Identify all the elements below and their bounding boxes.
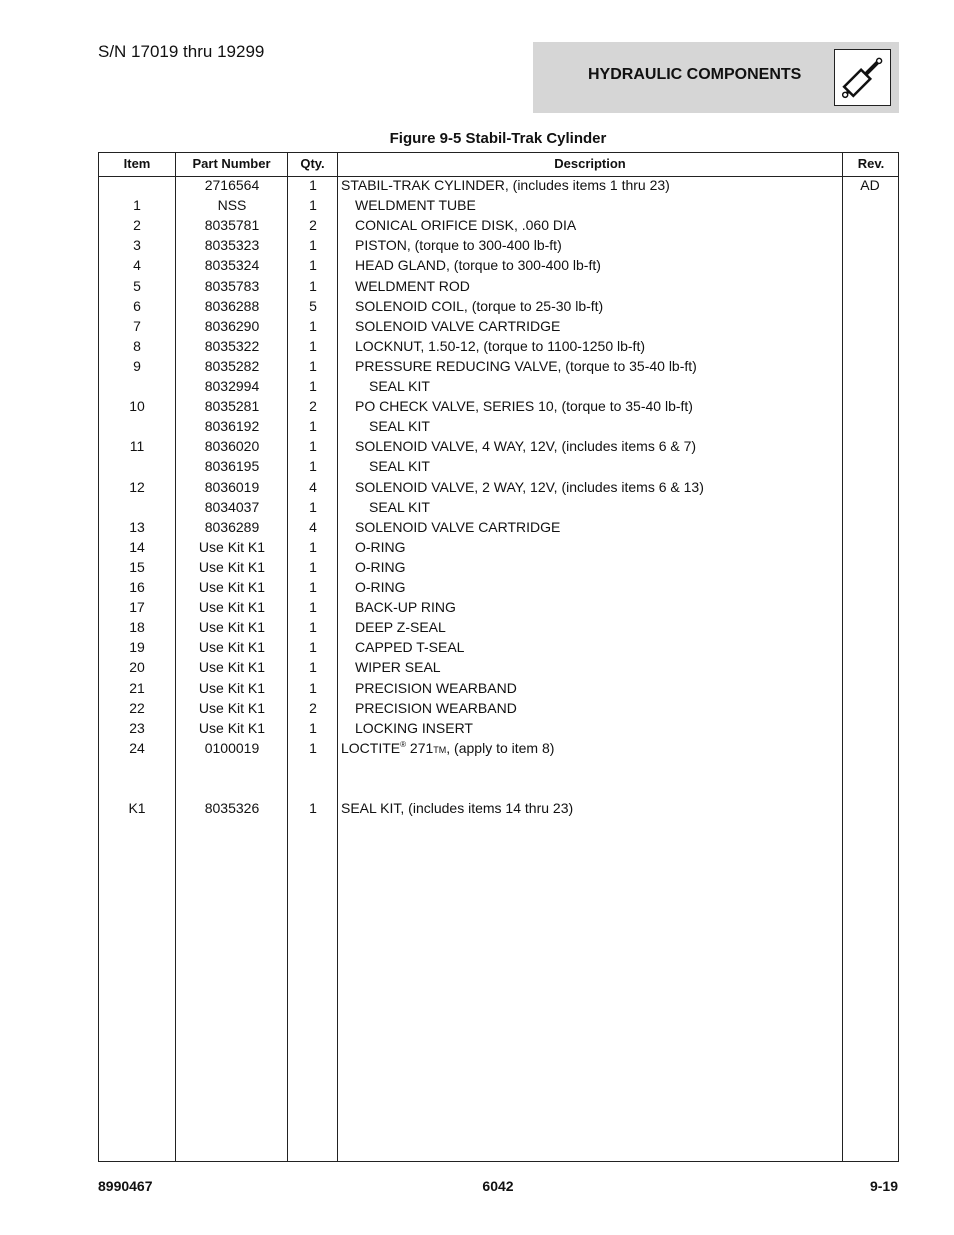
qty-cell: 1 [309, 579, 317, 595]
part-number-cell: Use Kit K1 [198, 639, 266, 656]
qty-cell: 1 [309, 357, 317, 374]
qty-cell: 1 [309, 679, 317, 696]
qty-cell: 1 [309, 317, 317, 334]
part-number-cell: 8035783 [204, 277, 260, 294]
table-row [99, 557, 898, 577]
column-header-rev: Rev. [857, 156, 885, 171]
part-number-cell: NSS [217, 197, 247, 214]
item-cell: 19 [129, 639, 145, 656]
description-cell: WIPER SEAL [355, 659, 441, 676]
description-cell: PRECISION WEARBAND [355, 699, 517, 716]
registered-mark: ® [400, 739, 407, 749]
part-number-cell: 8035322 [204, 337, 260, 354]
item-cell: 7 [133, 317, 141, 334]
table-row [99, 255, 898, 275]
description-cell: CAPPED T-SEAL [355, 639, 465, 656]
rev-cell: AD [860, 177, 880, 193]
description-cell: LOCKNUT, 1.50-12, (torque to 1100-1250 lb-ft) [355, 337, 646, 354]
qty-cell: 1 [309, 418, 317, 435]
item-cell: 16 [129, 579, 145, 595]
qty-cell: 1 [309, 739, 317, 756]
part-number-cell: 0100019 [204, 739, 260, 756]
description-cell: SOLENOID VALVE, 4 WAY, 12V, (includes items 6 & 7) [355, 438, 697, 455]
table-row [99, 195, 898, 215]
description-cell: PO CHECK VALVE, SERIES 10, (torque to 35-40 lb-ft) [355, 398, 693, 415]
part-number-cell: 8036290 [204, 317, 260, 334]
table-row [99, 396, 898, 416]
footer-page-number: 9-19 [869, 1178, 898, 1194]
item-cell: 15 [129, 558, 145, 575]
qty-cell: 4 [309, 518, 317, 535]
description-cell: O-RING [355, 579, 406, 595]
table-row [99, 416, 898, 436]
table-row [99, 376, 898, 396]
table-row [99, 537, 898, 557]
table-row [99, 657, 898, 677]
qty-cell: 1 [309, 257, 317, 274]
description-cell: SEAL KIT [369, 498, 430, 515]
table-row [99, 356, 898, 376]
part-number-cell: Use Kit K1 [198, 558, 266, 575]
part-number-cell: 8032994 [204, 378, 260, 394]
part-number-cell: 8036020 [204, 438, 260, 455]
part-number-cell: 8035326 [204, 800, 260, 817]
part-number-cell: Use Kit K1 [198, 659, 266, 676]
item-cell: 8 [133, 337, 141, 354]
column-header-item: Item [123, 156, 151, 171]
item-cell: 23 [129, 719, 145, 736]
table-row [99, 296, 898, 316]
description-cell: SEAL KIT [369, 458, 430, 475]
part-number-cell: 8035281 [204, 398, 260, 415]
item-cell: 10 [129, 398, 145, 415]
table-row [99, 678, 898, 698]
qty-cell: 1 [309, 237, 317, 254]
qty-cell: 1 [309, 800, 317, 817]
part-number-cell: Use Kit K1 [198, 538, 266, 555]
item-cell: 21 [129, 679, 145, 696]
description-cell: PRESSURE REDUCING VALVE, (torque to 35-40 lb-ft) [355, 357, 697, 374]
qty-cell: 1 [309, 438, 317, 455]
part-number-cell: Use Kit K1 [198, 599, 266, 616]
column-header-part-number: Part Number [192, 156, 271, 171]
description-cell: LOCKING INSERT [355, 719, 473, 736]
serial-number-range: S/N 17019 thru 19299 [98, 42, 265, 61]
footer-model: 6042 [482, 1178, 514, 1194]
description-cell: WELDMENT TUBE [355, 197, 476, 214]
part-number-cell: 8036019 [204, 478, 260, 495]
figure-title: Figure 9-5 Stabil-Trak Cylinder [389, 130, 607, 147]
description-cell: SOLENOID VALVE CARTRIDGE [355, 518, 561, 535]
description-cell [341, 738, 841, 760]
table-row [99, 235, 898, 255]
part-number-cell: 8035282 [204, 357, 260, 374]
column-header-description: Description [554, 156, 626, 171]
table-row [99, 738, 898, 758]
item-cell: K1 [128, 800, 146, 817]
description-cell: O-RING [355, 558, 406, 575]
item-cell: 14 [129, 538, 145, 555]
table-row [99, 336, 898, 356]
hydraulic-cylinder-icon [834, 49, 891, 106]
qty-cell: 1 [309, 659, 317, 676]
part-number-cell: 8035324 [204, 257, 260, 274]
section-title: HYDRAULIC COMPONENTS [588, 66, 802, 83]
item-cell: 20 [129, 659, 145, 676]
product-name: LOCTITE [341, 739, 401, 756]
table-row [99, 517, 898, 537]
description-cell: SEAL KIT [369, 418, 430, 435]
qty-cell: 1 [309, 719, 317, 736]
parts-table [98, 152, 899, 1162]
part-number-cell: Use Kit K1 [198, 719, 266, 736]
part-number-cell: 8034037 [204, 498, 260, 515]
description-cell: PISTON, (torque to 300-400 lb-ft) [355, 237, 562, 254]
qty-cell: 1 [309, 337, 317, 354]
table-row [99, 436, 898, 456]
qty-cell: 1 [309, 639, 317, 656]
qty-cell: 1 [309, 538, 317, 555]
description-cell: SEAL KIT [369, 378, 430, 394]
item-cell: 18 [129, 619, 145, 636]
item-cell: 13 [129, 518, 145, 535]
item-cell: 17 [129, 599, 145, 616]
part-number-cell: 8036195 [204, 458, 260, 475]
qty-cell: 4 [309, 478, 317, 495]
trademark-mark: TM [433, 744, 447, 755]
qty-cell: 2 [309, 699, 317, 716]
description-cell: SOLENOID COIL, (torque to 25-30 lb-ft) [355, 297, 604, 314]
description-cell: DEEP Z-SEAL [355, 619, 446, 636]
item-cell: 24 [129, 739, 145, 756]
item-cell: 2 [133, 217, 141, 234]
table-row [99, 698, 898, 718]
qty-cell: 1 [309, 177, 317, 193]
table-row [99, 617, 898, 637]
description-cell: STABIL-TRAK CYLINDER, (includes items 1 thru 23) [341, 177, 670, 193]
table-row [99, 175, 898, 195]
part-number-cell: 8035781 [204, 217, 260, 234]
description-cell: SEAL KIT, (includes items 14 thru 23) [341, 800, 574, 817]
item-cell: 12 [129, 478, 145, 495]
qty-cell: 5 [309, 297, 317, 314]
description-cell: PRECISION WEARBAND [355, 679, 517, 696]
table-row [99, 477, 898, 497]
description-cell: HEAD GLAND, (torque to 300-400 lb-ft) [355, 257, 601, 274]
qty-cell: 1 [309, 378, 317, 394]
part-number-cell: Use Kit K1 [198, 679, 266, 696]
table-row [99, 637, 898, 657]
table-row [99, 597, 898, 617]
part-number-cell: 2716564 [204, 177, 260, 193]
qty-cell: 1 [309, 277, 317, 294]
item-cell: 6 [133, 297, 141, 314]
item-cell: 9 [133, 357, 141, 374]
table-row [99, 215, 898, 235]
qty-cell: 1 [309, 197, 317, 214]
table-row [99, 276, 898, 296]
part-number-cell: 8035323 [204, 237, 260, 254]
qty-cell: 1 [309, 558, 317, 575]
section-header [533, 42, 899, 113]
description-cell: SOLENOID VALVE CARTRIDGE [355, 317, 561, 334]
table-row [99, 798, 898, 818]
description-cell: WELDMENT ROD [355, 277, 470, 294]
qty-cell: 2 [309, 398, 317, 415]
part-number-cell: 8036289 [204, 518, 260, 535]
table-row [99, 497, 898, 517]
table-row [99, 316, 898, 336]
part-number-cell: 8036288 [204, 297, 260, 314]
item-cell: 11 [129, 438, 145, 455]
description-cell: CONICAL ORIFICE DISK, .060 DIA [355, 217, 577, 234]
item-cell: 3 [133, 237, 141, 254]
part-number-cell: 8036192 [204, 418, 260, 435]
item-cell: 5 [133, 277, 141, 294]
footer-doc-number: 8990467 [98, 1178, 153, 1194]
description-cell: BACK-UP RING [355, 599, 456, 616]
part-number-cell: Use Kit K1 [198, 579, 266, 595]
item-cell: 1 [133, 197, 141, 214]
column-header-qty: Qty. [300, 156, 325, 171]
qty-cell: 1 [309, 458, 317, 475]
description-suffix: , (apply to item 8) [446, 739, 555, 756]
part-number-cell: Use Kit K1 [198, 699, 266, 716]
qty-cell: 2 [309, 217, 317, 234]
qty-cell: 1 [309, 498, 317, 515]
part-number-cell: Use Kit K1 [198, 619, 266, 636]
item-cell: 22 [129, 699, 145, 716]
qty-cell: 1 [309, 599, 317, 616]
item-cell: 4 [133, 257, 141, 274]
description-cell: SOLENOID VALVE, 2 WAY, 12V, (includes items 6 & 13) [355, 478, 704, 495]
table-row [99, 456, 898, 476]
qty-cell: 1 [309, 619, 317, 636]
product-number: 271 [406, 739, 434, 756]
table-row [99, 577, 898, 597]
table-row [99, 718, 898, 738]
description-cell: O-RING [355, 538, 406, 555]
